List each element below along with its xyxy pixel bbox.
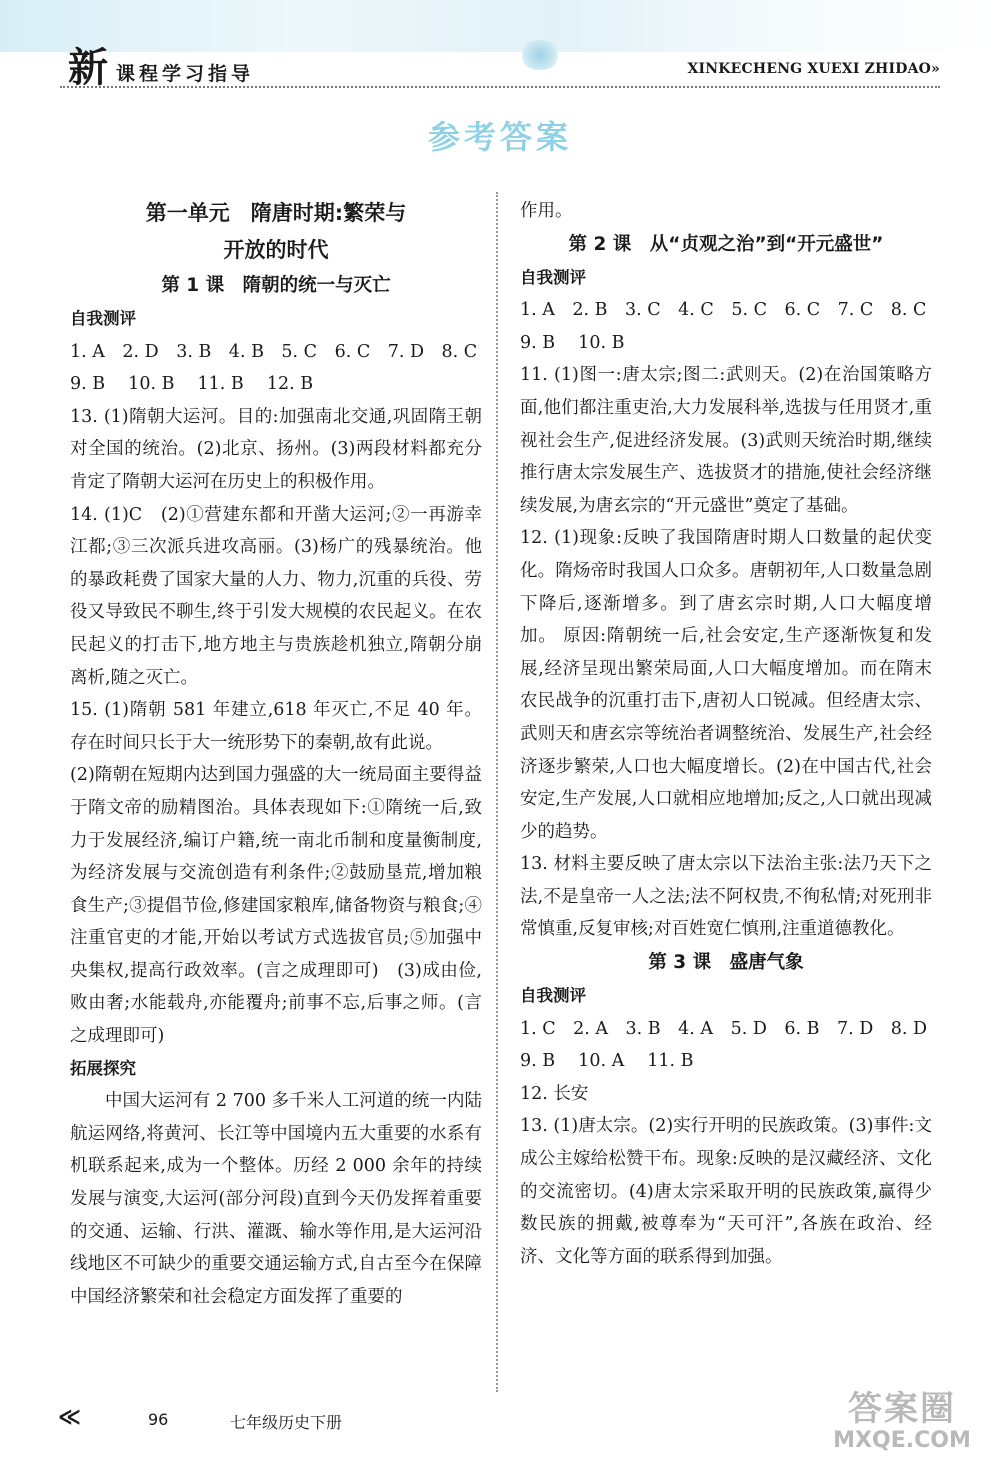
answers-line: 1. A 2. D 3. B 4. B 5. C 6. C 7. D 8. C	[70, 341, 478, 362]
header-band	[0, 0, 1000, 52]
self-test-label: 自我测评	[520, 986, 586, 1006]
self-test-label: 自我测评	[520, 267, 586, 287]
answers-line: 1. A 2. B 3. C 4. C 5. C 6. C 7. C 8. C	[520, 300, 927, 321]
right-column	[520, 195, 932, 1273]
lesson3-title: 第 3 课 盛唐气象	[648, 952, 804, 974]
page-number: 96	[148, 1410, 169, 1429]
answer-q12: 12. (1)现象:反映了我国隋唐时期人口数量的起伏变化。隋炀帝时我国人口众多。唐朝初年,人口数量急剧下降后,逐渐增多。到了唐玄宗时期,人口大幅度增加。 原因:隋朝统一后,社会安定,生产逐渐恢复和发展,经济呈现出繁荣局面,人口大幅度增加。而在隋末农民战争的沉重打击下,唐初人口锐减。但经唐太宗、武则天和唐玄宗等统治者调整统治、发展生产,社会经济逐步繁荣,人口也大幅度增长。(2)在中国古代,社会安定,生产发展,人口就相应地增加;反之,人口就出现减少的趋势。	[520, 528, 932, 842]
watermark-text: 答案圈	[848, 1389, 956, 1429]
expand-text: 中国大运河有 2 700 多千米人工河道的统一内陆航运网络,将黄河、长江等中国境内五大重要的水系有机联系起来,成为一个整体。历经 2 000 余年的持续发展与演变,大运河(部分河段)直到今天仍发挥着重要的交通、运输、行洪、灌溉、输水等作用,是大运河沿线地区不可缺少的重要交通运输方式,自古至今在保障中国经济繁荣和社会稳定方面发挥了重要的	[70, 1091, 482, 1307]
expand-label: 拓展探究	[70, 1058, 136, 1078]
brand-name: 课程学习指导	[116, 63, 255, 85]
answers-line: 9. B 10. A 11. B	[520, 1051, 694, 1072]
answer-q13: 13. 材料主要反映了唐太宗以下法治主张:法乃天下之法,不是皇帝一人之法;法不阿权贵,不徇私情;对死刑非常慎重,反复审核;对百姓宽仁慎刑,注重道德教化。	[520, 854, 932, 940]
answer-q13: 13. (1)隋朝大运河。目的:加强南北交通,巩固隋王朝对全国的统治。(2)北京、扬州。(3)两段材料都充分肯定了隋朝大运河在历史上的积极作用。	[70, 406, 482, 492]
answer-q15-part2: (2)隋朝在短期内达到国力强盛的大一统局面主要得益于隋文帝的励精图治。具体表现如下:①隋统一后,致力于发展经济,编订户籍,统一南北币制和度量衡制度,为经济发展与交流创造有利条件;②鼓励垦荒,增加粮食生产;③提倡节俭,修建国家粮库,储备物资与粮食;④注重官吏的才能,开始以考试方式选拔官员;⑤加强中央集权,提高行政效率。(言之成理即可) (3)成由俭,败由奢;水能载舟,亦能覆舟;前事不忘,后事之师。(言之成理即可)	[70, 765, 482, 1047]
brand-logo-char: 新	[68, 44, 108, 91]
answer-q14: 14. (1)C (2)①营建东都和开凿大运河;②一再游幸江都;③三次派兵进攻高丽。(3)杨广的残暴统治。他的暴政耗费了国家大量的人力、物力,沉重的兵役、劳役又导致民不聊生,终于引发大规模的农民起义。在农民起义的打击下,地方地主与贵族趁机独立,隋朝分崩离析,随之灭亡。	[70, 504, 482, 688]
answers-line: 9. B 10. B 11. B 12. B	[70, 374, 314, 395]
lesson2-title: 第 2 课 从“贞观之治”到“开元盛世”	[568, 233, 884, 255]
self-test-label: 自我测评	[70, 309, 136, 328]
answer-q15-part1: 15. (1)隋朝 581 年建立,618 年灭亡,不足 40 年。存在时间只长于大一统形势下的秦朝,故有此说。	[70, 700, 482, 753]
answer-q12-l3: 12. 长安	[520, 1083, 589, 1104]
lesson1-title: 第 1 课 隋朝的统一与灭亡	[161, 275, 391, 296]
answers-line: 9. B 10. B	[520, 332, 625, 353]
continuation-text: 作用。	[520, 201, 573, 221]
watermark	[822, 1390, 982, 1456]
page-title: 参考答案	[427, 118, 572, 156]
footer-arrows-icon: ≪	[58, 1405, 82, 1430]
watermark-url: MXQE.COM	[833, 1428, 971, 1453]
unit-title-line1: 第一单元 隋唐时期:繁荣与	[145, 201, 407, 225]
header-decoration	[520, 40, 560, 70]
header-divider	[60, 86, 940, 88]
column-divider	[496, 192, 498, 1392]
book-name: 七年级历史下册	[230, 1413, 343, 1432]
answer-q13-l3: 13. (1)唐太宗。(2)实行开明的民族政策。(3)事件:文成公主嫁给松赞干布。现象:反映的是汉藏经济、文化的交流密切。(4)唐太宗采取开明的民族政策,赢得少数民族的拥戴,被尊奉为“天可汗”,各族在政治、经济、文化等方面的联系得到加强。	[520, 1116, 932, 1267]
unit-title-line2: 开放的时代	[223, 238, 329, 262]
brand-pinyin: XINKECHENG XUEXI ZHIDAO»	[687, 61, 940, 77]
answer-q11: 11. (1)图一:唐太宗;图二:武则天。(2)在治国策略方面,他们都注重吏治,大力发展科举,选拔与任用贤才,重视社会生产,促进经济发展。(3)武则天统治时期,继续推行唐太宗发展生产、选拔贤才的措施,使社会经济继续发展,为唐玄宗的“开元盛世”奠定了基础。	[520, 365, 932, 516]
answers-line: 1. C 2. A 3. B 4. A 5. D 6. B 7. D 8. D	[520, 1018, 928, 1039]
left-column	[70, 195, 482, 1313]
